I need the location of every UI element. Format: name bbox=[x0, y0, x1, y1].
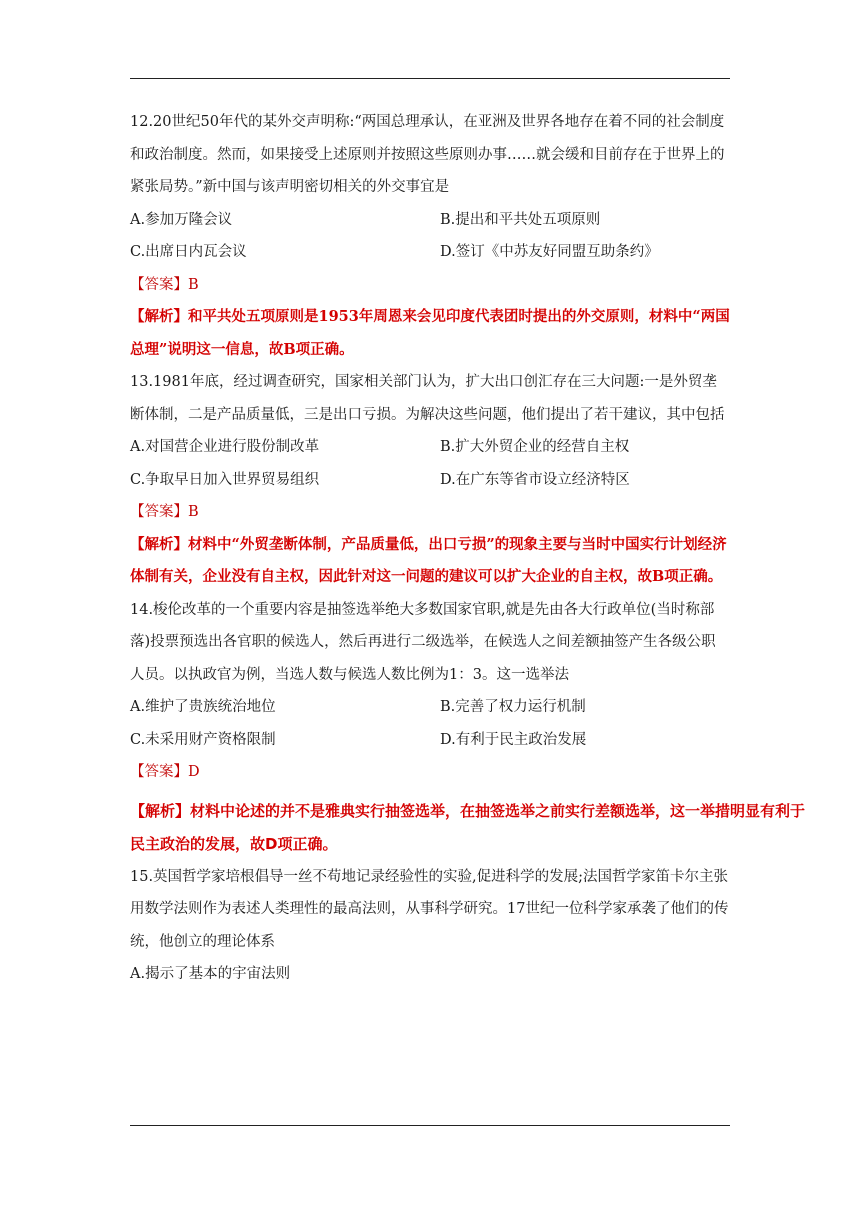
options-row bbox=[130, 204, 730, 237]
question-stem-13: 13.1981年底，经过调查研究，国家相关部门认为，扩大出口创汇存在三大问题:一是外贸垄断体制，二是产品质量低，三是出口亏损。为解决这些问题，他们提出了若干建议，其中包括 bbox=[130, 374, 725, 423]
answer-12: 【答案】B bbox=[130, 276, 199, 293]
option-c: C.未采用财产资格限制 bbox=[130, 731, 276, 748]
header-rule bbox=[130, 78, 730, 79]
options-row bbox=[130, 236, 730, 269]
option-a: A.对国营企业进行股份制改革 bbox=[130, 439, 320, 455]
option-a: A.参加万隆会议 bbox=[130, 211, 233, 228]
answer-14: 【答案】D bbox=[130, 764, 200, 780]
option-b: B.提出和平共处五项原则 bbox=[440, 211, 601, 228]
question-stem-14: 14.梭伦改革的一个重要内容是抽签选举绝大多数国家官职,就是先由各大行政单位(当时称部落)投票预选出各官职的候选人，然后再进行二级选举，在候选人之间差额抽签产生各级公职人员。以执政官为例，当选人数与候选人数比例为1：3。这一选举法 bbox=[130, 601, 716, 683]
analysis-13 bbox=[130, 529, 730, 594]
option-d: D.有利于民主政治发展 bbox=[440, 731, 587, 748]
answer-13: 【答案】B bbox=[130, 504, 199, 520]
analysis-label: 【解析】 bbox=[130, 801, 191, 820]
option-b: B.扩大外贸企业的经营自主权 bbox=[440, 439, 630, 455]
analysis-14 bbox=[130, 795, 820, 861]
analysis-12 bbox=[130, 301, 730, 366]
analysis-text: 材料中论述的并不是雅典实行抽签选举，在抽签选举之前实行差额选举，这一举措明显有利于民主政治的发展，故D项正确。 bbox=[130, 801, 806, 853]
question-stem-12: 12.20世纪50年代的某外交声明称:“两国总理承认，在亚洲及世界各地存在着不同的社会制度和政治制度。然而，如果接受上述原则并按照这些原则办事……就会缓和目前存在于世界上的紧张局势。”新中国与该声明密切相关的外交事宜是 bbox=[130, 114, 725, 195]
analysis-label: 【解析】 bbox=[130, 308, 188, 325]
options-row bbox=[130, 958, 730, 991]
option-b: B.完善了权力运行机制 bbox=[440, 699, 586, 715]
page-body bbox=[130, 106, 806, 991]
option-c: C.争取早日加入世界贸易组织 bbox=[130, 471, 320, 488]
footer-rule bbox=[130, 1125, 730, 1126]
option-c: C.出席日内瓦会议 bbox=[130, 244, 247, 260]
analysis-text: 材料中“外贸垄断体制，产品质量低，出口亏损”的现象主要与当时中国实行计划经济体制有关，企业没有自主权，因此针对这一问题的建议可以扩大企业的自主权，故B项正确。 bbox=[130, 535, 727, 585]
option-d: D.在广东等省市设立经济特区 bbox=[440, 471, 630, 488]
analysis-text: 和平共处五项原则是1953年周恩来会见印度代表团时提出的外交原则，材料中“两国总理”说明这一信息，故B项正确。 bbox=[130, 308, 730, 358]
options-row bbox=[130, 724, 730, 757]
options-row bbox=[130, 691, 730, 724]
question-stem-15: 15.英国哲学家培根倡导一丝不苟地记录经验性的实验,促进科学的发展;法国哲学家笛卡尔主张用数学法则作为表述人类理性的最高法则，从事科学研究。17世纪一位科学家承袭了他们的传统，他创立的理论体系 bbox=[130, 868, 729, 950]
options-row bbox=[130, 431, 730, 464]
analysis-label: 【解析】 bbox=[130, 535, 188, 553]
option-d: D.签订《中苏友好同盟互助条约》 bbox=[440, 244, 659, 260]
options-row bbox=[130, 464, 730, 497]
option-a: A.揭示了基本的宇宙法则 bbox=[130, 966, 291, 982]
option-a: A.维护了贵族统治地位 bbox=[130, 699, 276, 715]
